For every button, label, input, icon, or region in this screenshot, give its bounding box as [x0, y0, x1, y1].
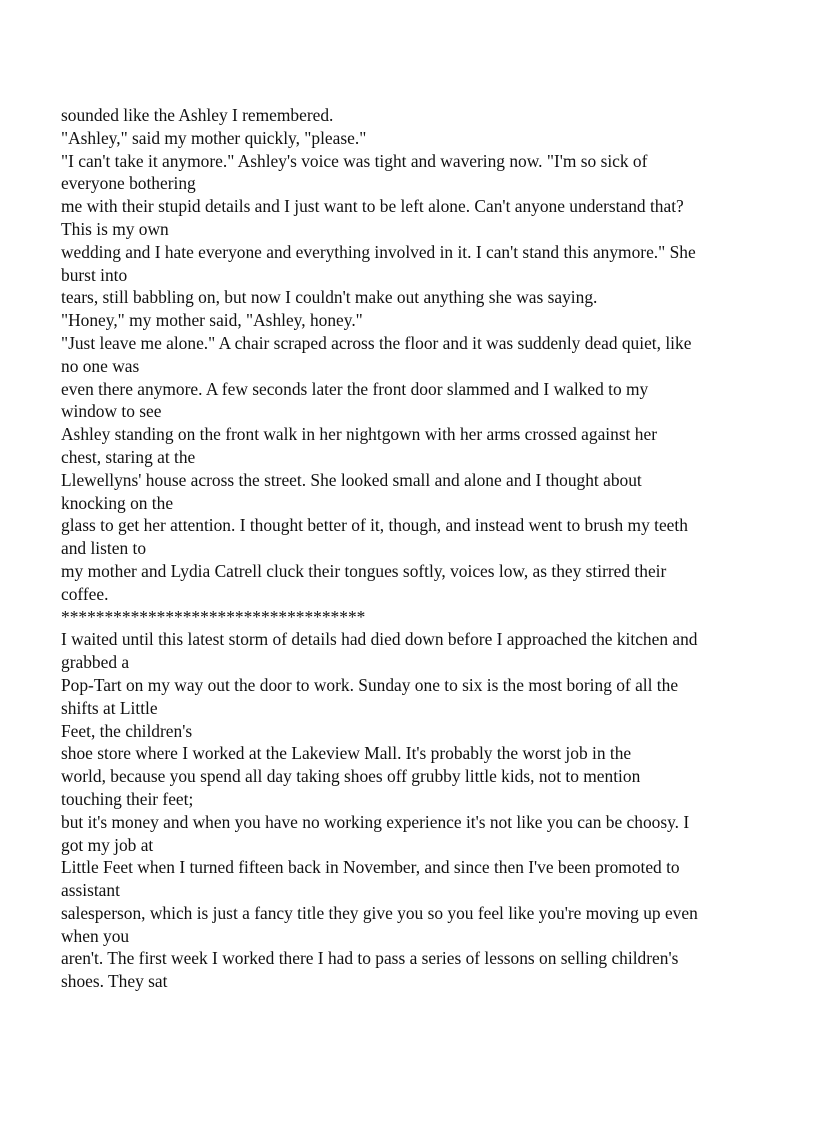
- text-line: knocking on the: [61, 492, 174, 513]
- text-line: assistant: [61, 880, 120, 901]
- text-line: This is my own: [61, 218, 169, 239]
- text-line: "Honey," my mother said, "Ashley, honey.": [61, 310, 363, 331]
- text-line: Ashley standing on the front walk in her nightgown with her arms crossed against her: [61, 424, 657, 445]
- text-line: "Ashley," said my mother quickly, "please.": [61, 127, 367, 148]
- text-line: "Just leave me alone." A chair scraped across the floor and it was suddenly dead quiet, like: [61, 332, 692, 353]
- text-line: but it's money and when you have no working experience it's not like you can be choosy. I: [61, 811, 690, 832]
- text-line: when you: [61, 925, 130, 946]
- text-line: chest, staring at the: [61, 446, 196, 467]
- body-text: [61, 104, 761, 993]
- text-line: touching their feet;: [61, 788, 194, 809]
- text-line: grabbed a: [61, 652, 130, 673]
- text-line: "I can't take it anymore." Ashley's voice was tight and wavering now. "I'm so sick of: [61, 150, 648, 171]
- text-line: Pop-Tart on my way out the door to work. Sunday one to six is the most boring of all the: [61, 674, 679, 695]
- text-line: tears, still babbling on, but now I couldn't make out anything she was saying.: [61, 287, 598, 308]
- text-line: Little Feet when I turned fifteen back in November, and since then I've been promoted to: [61, 857, 680, 878]
- text-line: and listen to: [61, 538, 147, 559]
- text-line: coffee.: [61, 583, 109, 604]
- text-line: world, because you spend all day taking shoes off grubby little kids, not to mention: [61, 766, 641, 787]
- text-line: everyone bothering: [61, 173, 196, 194]
- text-line: shoes. They sat: [61, 971, 168, 992]
- text-line: I waited until this latest storm of details had died down before I approached the kitchen and: [61, 629, 698, 650]
- text-line: no one was: [61, 355, 140, 376]
- text-line: my mother and Lydia Catrell cluck their tongues softly, voices low, as they stirred their: [61, 560, 667, 581]
- text-line: Llewellyns' house across the street. She looked small and alone and I thought about: [61, 469, 642, 490]
- text-line: aren't. The first week I worked there I had to pass a series of lessons on selling children's: [61, 948, 679, 969]
- text-line: salesperson, which is just a fancy title they give you so you feel like you're moving up even: [61, 902, 698, 923]
- text-line: shoe store where I worked at the Lakeview Mall. It's probably the worst job in the: [61, 743, 632, 764]
- text-line: burst into: [61, 264, 128, 285]
- text-line: got my job at: [61, 834, 154, 855]
- text-line: sounded like the Ashley I remembered.: [61, 105, 334, 125]
- text-line: glass to get her attention. I thought better of it, though, and instead went to brush my teeth: [61, 515, 688, 536]
- text-line: wedding and I hate everyone and everything involved in it. I can't stand this anymore." She: [61, 241, 696, 262]
- section-divider: ***********************************: [61, 606, 366, 627]
- text-line: me with their stupid details and I just want to be left alone. Can't anyone understand that?: [61, 196, 684, 217]
- text-line: shifts at Little: [61, 697, 158, 718]
- text-line: window to see: [61, 401, 162, 422]
- text-line: Feet, the children's: [61, 720, 193, 741]
- text-line: even there anymore. A few seconds later the front door slammed and I walked to my: [61, 378, 649, 399]
